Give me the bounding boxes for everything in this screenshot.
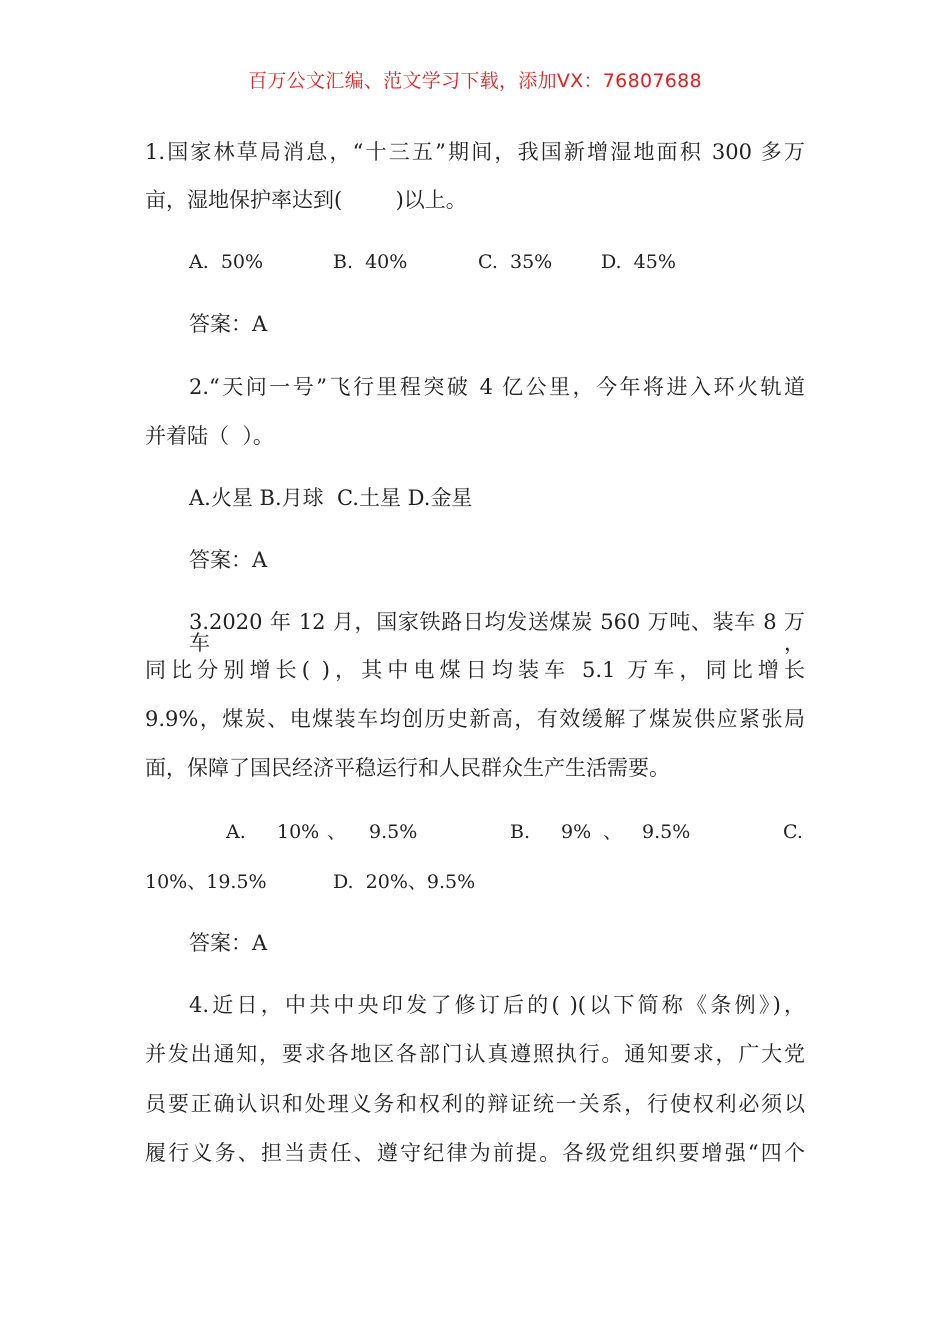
question-4-line-4: 履行义务、担当责任、遵守纪律为前提。各级党组织要增强“四个 <box>145 1141 805 1165</box>
question-1-option-a: A. 50% <box>189 251 264 273</box>
question-1-option-b: B. 40% <box>333 251 408 273</box>
question-1-answer: 答案：A <box>189 312 268 336</box>
question-3-option-a-sep: 、 <box>327 821 347 843</box>
question-3-option-a-value-1: 10% <box>277 821 320 843</box>
question-2-line-2: 并着陆（ ）。 <box>145 424 274 448</box>
question-1-line-1: 1.国家林草局消息，“十三五”期间，我国新增湿地面积 300 多万 <box>145 140 805 164</box>
question-3-answer: 答案：A <box>189 931 268 955</box>
question-3-line-2: 同比分别增长( )，其中电煤日均装车 5.1 万车，同比增长 <box>145 658 805 682</box>
question-1-option-d: D. 45% <box>601 251 676 273</box>
question-1-line-2: 亩，湿地保护率达到( )以上。 <box>145 188 467 212</box>
question-3-option-b-sep: 、 <box>603 821 623 843</box>
question-2-options: A.火星 B.月球 C.土星 D.金星 <box>189 486 473 510</box>
question-3-option-b-value-1: 9% <box>561 821 592 843</box>
question-4-line-2: 并发出通知，要求各地区各部门认真遵照执行。通知要求，广大党 <box>145 1042 805 1066</box>
question-2-answer: 答案：A <box>189 548 268 572</box>
question-3-option-a-value-2: 9.5% <box>369 821 418 843</box>
question-3-line-4: 面，保障了国民经济平稳运行和人民群众生产生活需要。 <box>145 756 670 780</box>
question-4-line-1: 4.近日，中共中央印发了修订后的( )(以下简称《条例》)， <box>189 993 805 1017</box>
watermark-header: 百万公文汇编、范文学习下载，添加VX：76807688 <box>248 70 702 92</box>
question-3-line-3: 9.9%，煤炭、电煤装车均创历史新高，有效缓解了煤炭供应紧张局 <box>145 707 805 731</box>
question-3-option-a-label: A. <box>226 821 246 843</box>
question-3-option-d: D. 20%、9.5% <box>333 871 476 893</box>
question-3-option-b-value-2: 9.5% <box>642 821 691 843</box>
question-4-line-3: 员要正确认识和处理义务和权利的辩证统一关系，行使权利必须以 <box>145 1092 805 1116</box>
question-3-option-c-label: C. <box>783 821 803 843</box>
question-1-option-c: C. 35% <box>478 251 553 273</box>
question-3-option-c-value: 10%、19.5% <box>145 871 267 893</box>
question-3-line-1: 3.2020 年 12 月，国家铁路日均发送煤炭 560 万吨、装车 8 万车， <box>189 610 805 655</box>
question-3-option-b-label: B. <box>510 821 531 843</box>
question-2-line-1: 2.“天问一号”飞行里程突破 4 亿公里，今年将进入环火轨道 <box>189 375 805 399</box>
